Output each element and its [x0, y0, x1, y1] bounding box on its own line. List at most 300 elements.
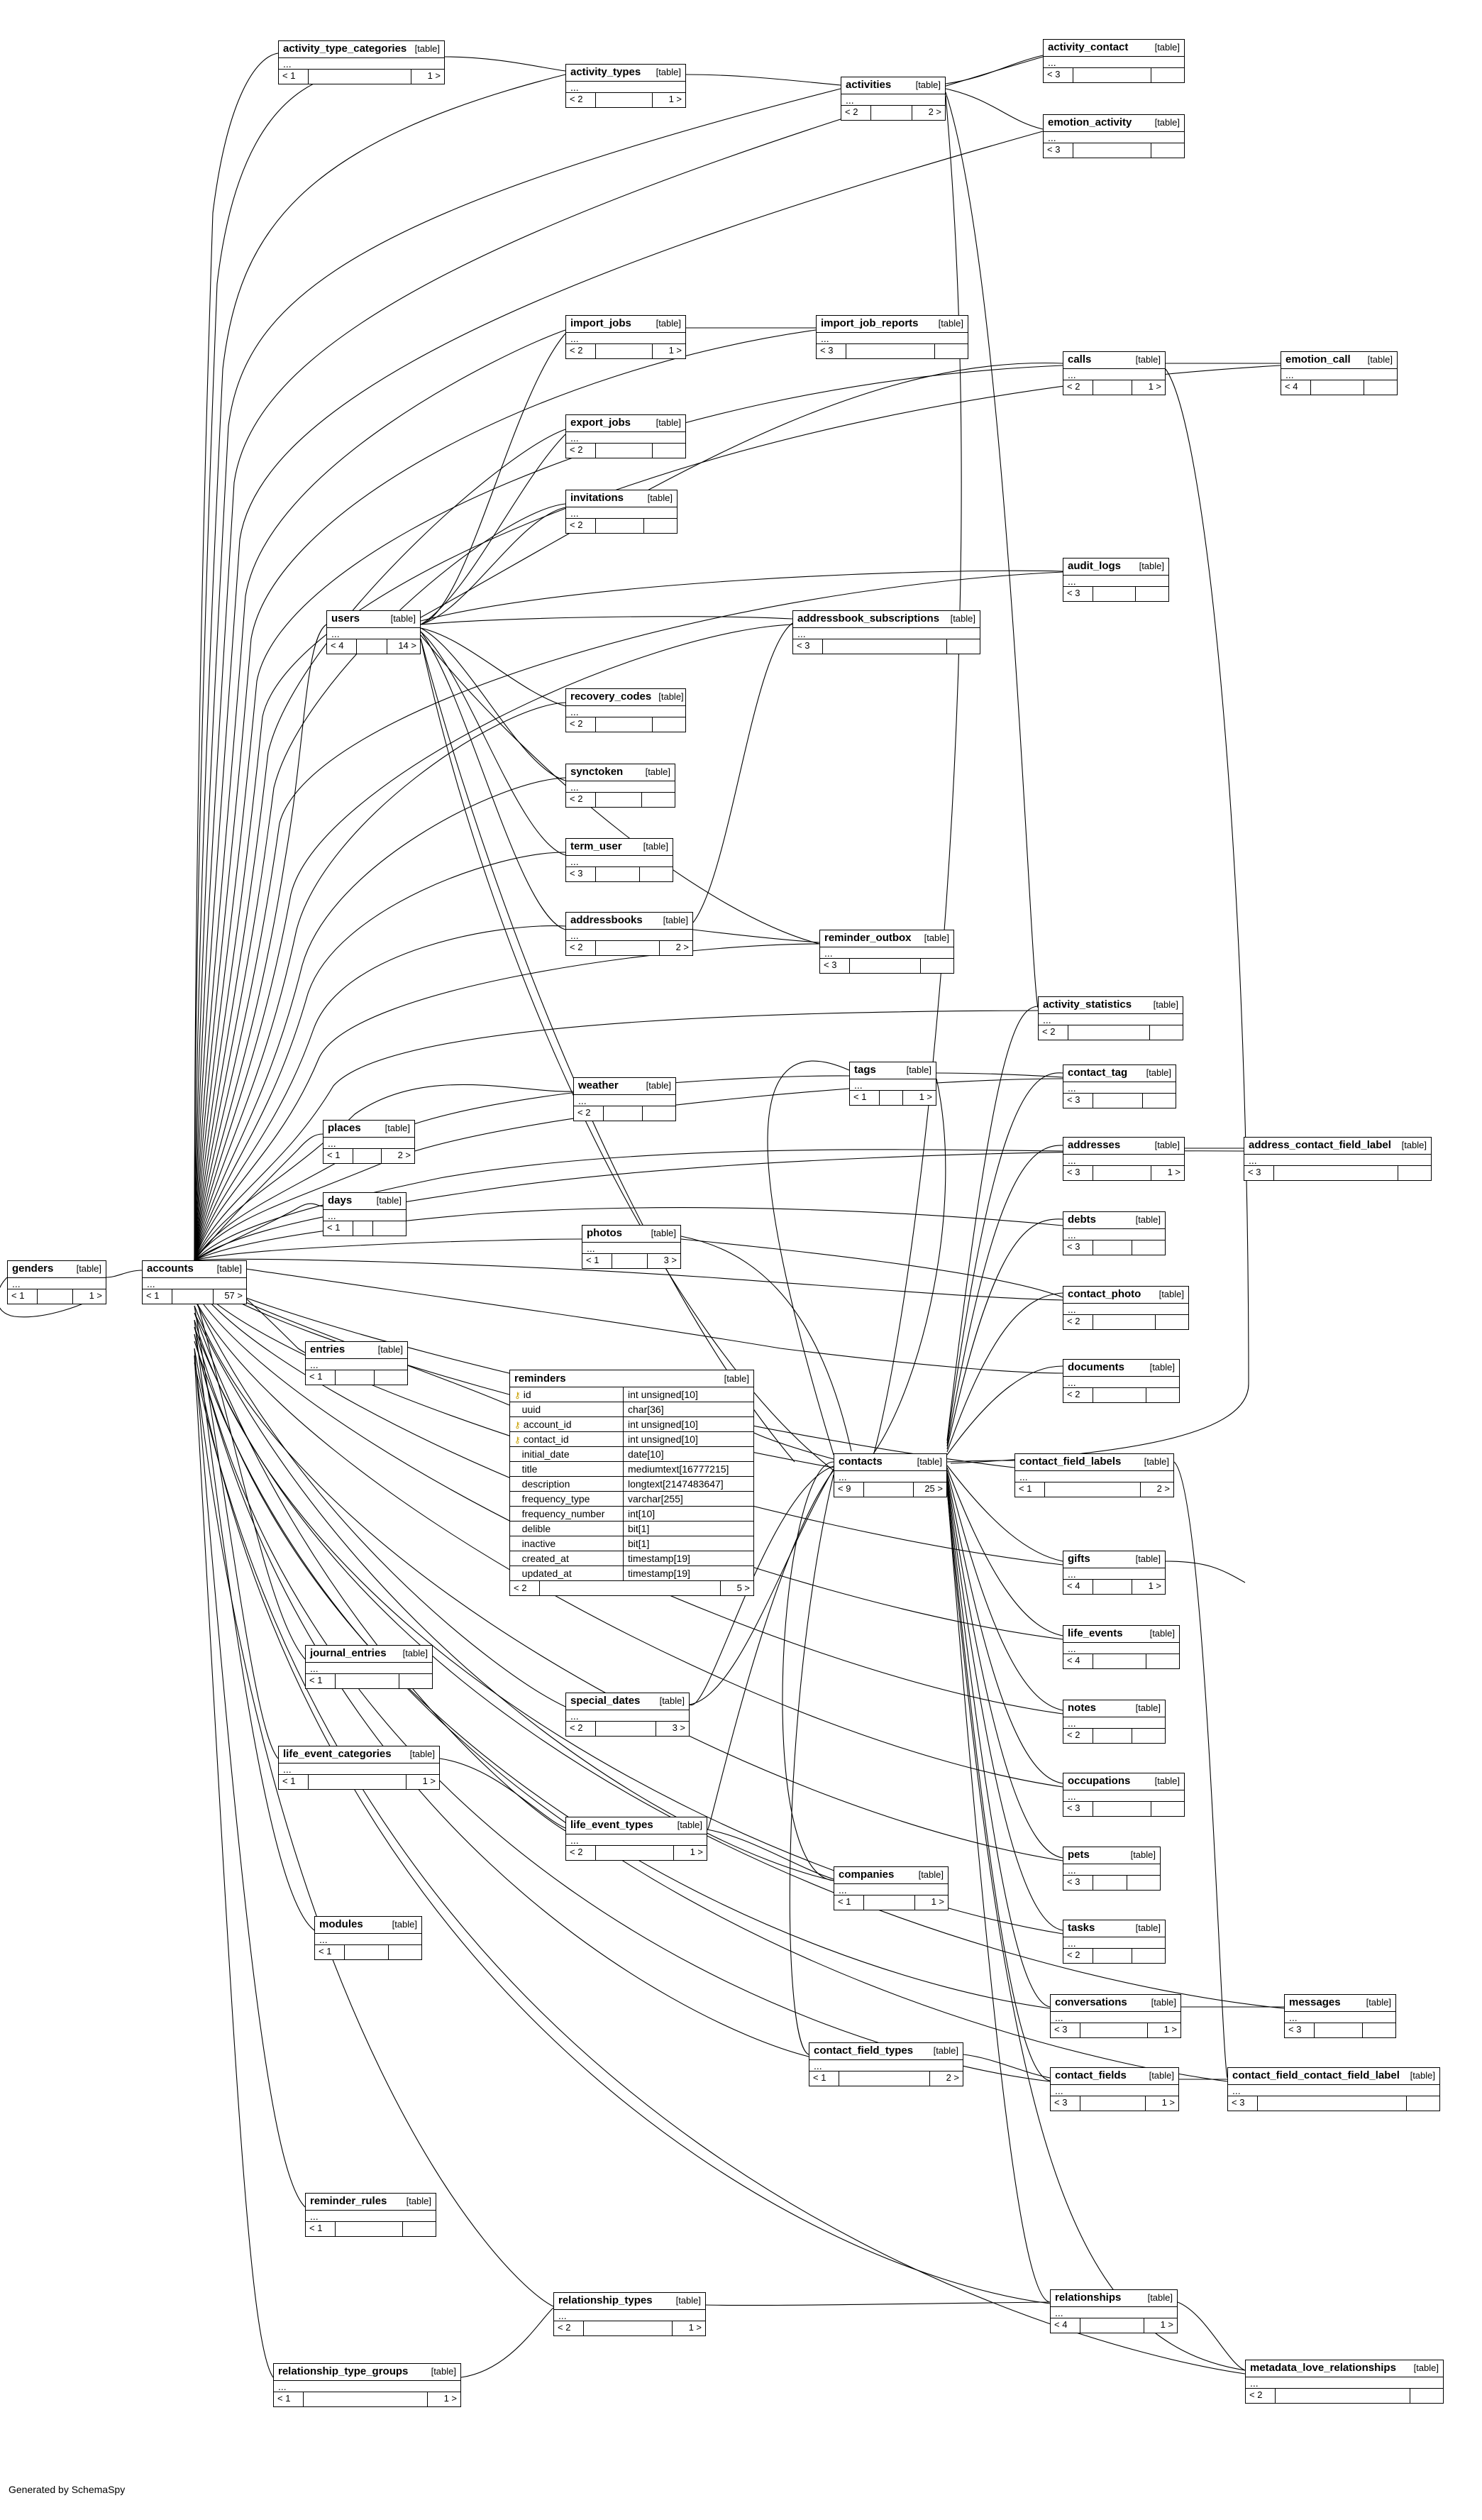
table-columns-collapsed: ... — [1063, 1937, 1165, 1949]
relationship-spacer — [1093, 587, 1136, 601]
table-node-conversations[interactable] — [1050, 1994, 1181, 2038]
table-columns-collapsed: ... — [315, 1934, 421, 1945]
incoming-relationship-count: < 2 — [566, 1722, 596, 1736]
table-header — [566, 913, 692, 930]
table-header — [1063, 352, 1165, 369]
incoming-relationship-count: < 4 — [1281, 380, 1311, 395]
table-columns-collapsed: ... — [306, 1663, 432, 1674]
table-name: documents — [1068, 1361, 1125, 1373]
table-type-tag: [table] — [1135, 1214, 1161, 1226]
incoming-relationship-count: < 2 — [510, 1581, 540, 1595]
table-columns-collapsed: ... — [566, 706, 685, 717]
outgoing-relationship-count — [1151, 68, 1184, 82]
table-node-reminder_outbox[interactable] — [819, 930, 954, 974]
table-type-tag: [table] — [402, 1648, 428, 1659]
table-node-notes[interactable] — [1063, 1700, 1166, 1744]
table-name: users — [331, 612, 360, 625]
relationship-spacer — [353, 1149, 382, 1163]
table-node-calls[interactable] — [1063, 351, 1166, 395]
incoming-relationship-count: < 3 — [817, 344, 846, 358]
table-name: emotion_call — [1285, 353, 1351, 365]
table-node-activity_type_categories[interactable] — [278, 40, 445, 84]
table-columns-collapsed: ... — [820, 947, 953, 959]
incoming-relationship-count: < 2 — [566, 93, 596, 107]
table-type-tag: [table] — [1149, 2070, 1174, 2081]
table-columns-collapsed: ... — [1051, 2085, 1178, 2096]
table-node-addressbooks[interactable] — [565, 912, 693, 956]
table-node-import_jobs[interactable] — [565, 315, 686, 359]
outgoing-relationship-count: 1 > — [1161, 2096, 1175, 2108]
outgoing-relationship-count: 2 > — [675, 941, 689, 952]
table-node-life_event_types[interactable] — [565, 1817, 707, 1861]
table-node-users[interactable] — [326, 610, 421, 654]
incoming-relationship-count: < 1 — [324, 1221, 353, 1236]
column-name-cell — [510, 1536, 624, 1551]
relationship-spacer — [584, 2321, 673, 2335]
outgoing-relationship-count — [1156, 1315, 1188, 1329]
relationship-spacer — [596, 93, 653, 107]
column-name-cell — [510, 1432, 624, 1446]
table-node-invitations[interactable] — [565, 490, 678, 534]
table-type-tag: [table] — [1154, 1140, 1180, 1151]
outgoing-relationship-count — [373, 1221, 406, 1236]
table-type-tag: [table] — [1410, 2070, 1435, 2081]
table-node-entries[interactable] — [305, 1341, 408, 1385]
table-node-relationship_type_groups[interactable] — [273, 2363, 461, 2407]
table-relationship-counts — [566, 344, 685, 358]
table-name: contacts — [839, 1456, 883, 1468]
table-name: reminder_rules — [310, 2195, 387, 2207]
table-columns-collapsed: ... — [1051, 2307, 1177, 2318]
table-header — [1015, 1454, 1173, 1471]
outgoing-relationship-count — [1364, 380, 1397, 395]
table-columns-collapsed: ... — [279, 1764, 439, 1775]
table-node-life_event_categories[interactable] — [278, 1746, 440, 1790]
table-header — [1051, 1995, 1180, 2012]
table-relationship-counts — [306, 2222, 436, 2236]
table-node-documents[interactable] — [1063, 1359, 1180, 1403]
table-node-reminder_rules[interactable] — [305, 2193, 436, 2237]
table-header — [1244, 1138, 1431, 1155]
column-row — [510, 1522, 753, 1536]
incoming-relationship-count: < 1 — [279, 70, 309, 84]
table-columns-collapsed: ... — [809, 2060, 963, 2071]
incoming-relationship-count: < 1 — [834, 1895, 864, 1910]
column-name: initial_date — [521, 1448, 570, 1460]
relationship-spacer — [1093, 1240, 1132, 1255]
table-node-journal_entries[interactable] — [305, 1645, 433, 1689]
column-row — [510, 1432, 753, 1447]
table-columns-collapsed: ... — [1244, 1155, 1431, 1166]
key-spacer — [514, 1569, 522, 1579]
outgoing-relationship-count: 1 > — [690, 1846, 703, 1857]
table-node-accounts[interactable] — [142, 1260, 247, 1304]
column-type: int unsigned[10] — [628, 1434, 698, 1445]
table-type-tag: [table] — [1366, 1997, 1391, 2008]
table-relationship-counts — [850, 1091, 936, 1105]
table-type-tag: [table] — [1130, 1849, 1156, 1861]
table-node-import_job_reports[interactable] — [816, 315, 968, 359]
table-type-tag: [table] — [677, 1820, 702, 1831]
table-type-tag: [table] — [1139, 561, 1164, 572]
table-relationship-counts — [566, 867, 673, 881]
table-node-recovery_codes[interactable] — [565, 688, 686, 732]
table-node-days[interactable] — [323, 1192, 407, 1236]
table-node-pets[interactable] — [1063, 1847, 1161, 1891]
table-type-tag: [table] — [406, 2196, 431, 2207]
table-node-reminders[interactable] — [509, 1370, 754, 1596]
table-columns-collapsed: ... — [143, 1278, 246, 1289]
table-name: contact_fields — [1055, 2069, 1127, 2081]
table-columns-collapsed: ... — [817, 333, 968, 344]
key-icon: ⚷ — [514, 1420, 521, 1430]
table-relationship-counts — [327, 639, 420, 654]
table-relationship-counts — [841, 106, 945, 120]
table-name: contact_field_labels — [1019, 1456, 1122, 1468]
table-node-gifts[interactable] — [1063, 1551, 1166, 1595]
table-relationship-counts — [1285, 2023, 1395, 2037]
table-node-addresses[interactable] — [1063, 1137, 1185, 1181]
table-node-term_user[interactable] — [565, 838, 673, 882]
table-type-tag: [table] — [924, 932, 949, 944]
table-name: activity_contact — [1048, 41, 1129, 53]
relationship-spacer — [612, 1254, 648, 1268]
table-columns-collapsed: ... — [8, 1278, 106, 1289]
relationship-spacer — [1073, 143, 1151, 158]
table-columns-collapsed: ... — [327, 628, 420, 639]
table-name: places — [328, 1122, 361, 1134]
incoming-relationship-count: < 4 — [327, 639, 357, 654]
table-columns-collapsed: ... — [1063, 1568, 1165, 1580]
table-name: reminder_outbox — [824, 932, 912, 944]
table-node-occupations[interactable] — [1063, 1773, 1185, 1817]
column-row — [510, 1507, 753, 1522]
table-relationship-counts — [306, 1674, 432, 1688]
table-node-genders[interactable] — [7, 1260, 106, 1304]
table-header — [1063, 1065, 1176, 1082]
table-node-messages[interactable] — [1284, 1994, 1396, 2038]
relationship-spacer — [823, 639, 947, 654]
column-row — [510, 1402, 753, 1417]
table-columns-collapsed: ... — [1044, 132, 1184, 143]
table-type-tag: [table] — [1151, 1997, 1176, 2008]
outgoing-relationship-count — [643, 1106, 675, 1121]
table-node-special_dates[interactable] — [565, 1693, 690, 1737]
relationship-spacer — [1258, 2096, 1407, 2111]
table-name: special_dates — [570, 1695, 641, 1707]
table-node-photos[interactable] — [582, 1225, 681, 1269]
incoming-relationship-count: < 2 — [566, 717, 596, 732]
outgoing-relationship-count — [1146, 1388, 1179, 1402]
table-type-tag: [table] — [1135, 1922, 1161, 1934]
table-header — [1063, 1212, 1165, 1229]
table-node-activity_contact[interactable] — [1043, 39, 1185, 83]
table-header — [279, 41, 444, 58]
table-node-synctoken[interactable] — [565, 764, 675, 808]
table-node-activity_types[interactable] — [565, 64, 686, 108]
table-node-contact_field_contact_field_label[interactable] — [1227, 2067, 1440, 2111]
outgoing-relationship-count: 1 > — [668, 93, 682, 104]
table-node-modules[interactable] — [314, 1916, 422, 1960]
table-header — [574, 1078, 675, 1095]
table-type-tag: [table] — [409, 1749, 435, 1760]
table-name: contact_photo — [1068, 1288, 1141, 1300]
table-node-emotion_activity[interactable] — [1043, 114, 1185, 158]
table-type-tag: [table] — [1154, 117, 1180, 128]
incoming-relationship-count: < 3 — [1063, 587, 1093, 601]
incoming-relationship-count: < 2 — [1063, 1315, 1093, 1329]
table-type-tag: [table] — [390, 613, 416, 625]
table-node-tasks[interactable] — [1063, 1920, 1166, 1964]
table-node-contact_field_types[interactable] — [809, 2042, 963, 2086]
table-node-activity_statistics[interactable] — [1038, 996, 1183, 1040]
table-type-tag: [table] — [1154, 42, 1180, 53]
table-header — [1063, 1773, 1184, 1790]
table-relationship-counts — [1015, 1482, 1173, 1497]
table-name: import_job_reports — [821, 317, 919, 329]
table-header — [327, 611, 420, 628]
table-node-address_contact_field_label[interactable] — [1244, 1137, 1432, 1181]
table-relationship-counts — [817, 344, 968, 358]
incoming-relationship-count: < 4 — [1051, 2318, 1080, 2333]
incoming-relationship-count: < 3 — [1051, 2023, 1080, 2037]
incoming-relationship-count: < 2 — [574, 1106, 604, 1121]
incoming-relationship-count: < 2 — [1246, 2389, 1276, 2403]
table-header — [566, 1817, 707, 1834]
table-type-tag: [table] — [376, 1195, 402, 1206]
column-name: inactive — [521, 1538, 556, 1549]
table-columns-collapsed: ... — [1285, 2012, 1395, 2023]
table-type-tag: [table] — [915, 79, 941, 91]
table-header — [306, 1342, 407, 1359]
table-header — [8, 1261, 106, 1278]
outgoing-relationship-count — [1132, 1240, 1165, 1255]
column-name: contact_id — [523, 1434, 569, 1445]
column-type: int[10] — [628, 1508, 656, 1519]
table-header — [1285, 1995, 1395, 2012]
relationship-spacer — [596, 717, 653, 732]
table-columns-collapsed: ... — [841, 94, 945, 106]
table-header — [566, 316, 685, 333]
table-relationship-counts — [566, 793, 675, 807]
table-type-tag: [table] — [1147, 2292, 1173, 2304]
table-relationship-counts — [1244, 1166, 1431, 1180]
table-type-tag: [table] — [645, 766, 670, 778]
outgoing-relationship-count — [1410, 2389, 1443, 2403]
relationship-spacer — [604, 1106, 643, 1121]
table-columns-collapsed: ... — [1044, 57, 1184, 68]
outgoing-relationship-count: 2 > — [1156, 1482, 1170, 1494]
table-header — [566, 1693, 689, 1710]
outgoing-relationship-count: 1 > — [422, 1775, 436, 1786]
table-header — [1063, 1287, 1188, 1304]
table-columns-collapsed: ... — [1051, 2012, 1180, 2023]
table-name: pets — [1068, 1849, 1090, 1861]
outgoing-relationship-count — [1363, 2023, 1395, 2037]
table-name: conversations — [1055, 1996, 1127, 2008]
relationship-spacer — [1093, 1166, 1151, 1180]
table-relationship-counts — [820, 959, 953, 973]
table-header — [1044, 115, 1184, 132]
table-node-addressbook_subscriptions[interactable] — [792, 610, 980, 654]
outgoing-relationship-count: 1 > — [919, 1091, 932, 1102]
key-spacer — [514, 1495, 522, 1504]
table-name: notes — [1068, 1702, 1097, 1714]
outgoing-relationship-count — [375, 1370, 407, 1385]
incoming-relationship-count: < 3 — [1063, 1166, 1093, 1180]
column-name-cell — [510, 1492, 624, 1506]
column-name: frequency_number — [521, 1508, 605, 1519]
incoming-relationship-count: < 2 — [554, 2321, 584, 2335]
table-columns-collapsed: ... — [1063, 1304, 1188, 1315]
table-name: relationship_type_groups — [278, 2365, 409, 2377]
key-spacer — [514, 1405, 522, 1415]
table-columns-collapsed: ... — [1015, 1471, 1173, 1482]
incoming-relationship-count: < 2 — [566, 519, 596, 533]
outgoing-relationship-count: 1 > — [443, 2392, 457, 2404]
column-row — [510, 1566, 753, 1581]
table-node-contact_photo[interactable] — [1063, 1286, 1189, 1330]
incoming-relationship-count: < 2 — [1039, 1025, 1068, 1040]
table-node-activities[interactable] — [841, 77, 946, 121]
table-header — [1246, 2360, 1443, 2377]
table-header — [274, 2364, 460, 2381]
column-name-cell — [510, 1507, 624, 1521]
outgoing-relationship-count — [1407, 2096, 1439, 2111]
table-columns-collapsed: ... — [274, 2381, 460, 2392]
table-type-tag: [table] — [1135, 1702, 1161, 1714]
table-columns-collapsed: ... — [1228, 2085, 1439, 2096]
table-node-tags[interactable] — [849, 1062, 936, 1106]
relationship-spacer — [596, 941, 660, 955]
table-node-companies[interactable] — [834, 1866, 949, 1910]
column-name-cell — [510, 1566, 624, 1580]
table-header — [820, 930, 953, 947]
table-relationship-counts — [809, 2071, 963, 2086]
relationship-spacer — [1315, 2023, 1363, 2037]
table-relationship-counts — [1063, 1729, 1165, 1743]
outgoing-relationship-count — [1127, 1876, 1160, 1890]
table-node-weather[interactable] — [573, 1077, 676, 1121]
column-type: date[10] — [628, 1448, 664, 1460]
table-name: recovery_codes — [570, 690, 652, 703]
relationship-spacer — [596, 1722, 656, 1736]
table-name: contact_field_contact_field_label — [1232, 2069, 1400, 2081]
table-header — [582, 1226, 680, 1243]
table-name: photos — [587, 1227, 622, 1239]
outgoing-relationship-count: 57 > — [224, 1289, 243, 1301]
table-name: import_jobs — [570, 317, 631, 329]
table-columns-collapsed: ... — [566, 781, 675, 793]
table-header — [1063, 1626, 1179, 1643]
table-type-tag: [table] — [651, 1228, 676, 1239]
table-node-relationships[interactable] — [1050, 2289, 1178, 2333]
incoming-relationship-count: < 1 — [850, 1091, 880, 1105]
key-spacer — [514, 1450, 522, 1460]
relationship-spacer — [1093, 1580, 1132, 1594]
column-type: varchar[255] — [628, 1493, 683, 1504]
table-header — [1051, 2068, 1178, 2085]
table-columns-collapsed: ... — [793, 628, 980, 639]
table-type-tag: [table] — [659, 1695, 685, 1707]
outgoing-relationship-count: 1 > — [1148, 380, 1161, 392]
table-node-metadata_love_relationships[interactable] — [1245, 2360, 1444, 2404]
table-node-life_events[interactable] — [1063, 1625, 1180, 1669]
column-name: created_at — [521, 1553, 569, 1564]
table-relationship-counts — [279, 70, 444, 84]
table-name: weather — [578, 1079, 619, 1091]
column-type: timestamp[19] — [628, 1553, 690, 1564]
outgoing-relationship-count — [1136, 587, 1168, 601]
table-type-tag: [table] — [658, 691, 684, 703]
relationship-spacer — [596, 793, 642, 807]
incoming-relationship-count: < 9 — [834, 1482, 864, 1497]
outgoing-relationship-count: 1 > — [1167, 1166, 1180, 1177]
column-name: description — [521, 1478, 570, 1490]
table-node-contacts[interactable] — [834, 1453, 947, 1497]
table-columns-collapsed: ... — [566, 432, 685, 444]
column-name-cell — [510, 1477, 624, 1491]
table-header — [1281, 352, 1397, 369]
table-type-tag: [table] — [385, 1123, 410, 1134]
table-name: life_event_categories — [283, 1748, 392, 1760]
table-node-debts[interactable] — [1063, 1211, 1166, 1255]
table-header — [566, 839, 673, 856]
outgoing-relationship-count — [653, 444, 685, 458]
table-name: addresses — [1068, 1139, 1121, 1151]
table-name: addressbook_subscriptions — [797, 612, 940, 625]
table-header — [1063, 1847, 1160, 1864]
outgoing-relationship-count — [1132, 1949, 1165, 1963]
table-node-contact_tag[interactable] — [1063, 1064, 1176, 1108]
table-type-tag: [table] — [1149, 1628, 1175, 1639]
relationship-spacer — [880, 1091, 903, 1105]
table-relationship-counts — [1051, 2023, 1180, 2037]
incoming-relationship-count: < 1 — [274, 2392, 304, 2406]
table-name: life_events — [1068, 1627, 1123, 1639]
outgoing-relationship-count — [403, 2222, 436, 2236]
table-relationship-counts — [793, 639, 980, 654]
table-node-emotion_call[interactable] — [1281, 351, 1398, 395]
table-node-contact_field_labels[interactable] — [1014, 1453, 1174, 1497]
table-header — [841, 77, 945, 94]
outgoing-relationship-count — [1143, 1094, 1176, 1108]
table-node-audit_logs[interactable] — [1063, 558, 1169, 602]
table-node-relationship_types[interactable] — [553, 2292, 706, 2336]
table-node-places[interactable] — [323, 1120, 415, 1164]
table-type-tag: [table] — [392, 1919, 417, 1930]
relationship-spacer — [345, 1945, 389, 1959]
table-columns-collapsed: ... — [1039, 1014, 1183, 1025]
table-relationship-counts — [324, 1149, 414, 1163]
table-relationship-counts — [582, 1254, 680, 1268]
incoming-relationship-count: < 1 — [315, 1945, 345, 1959]
column-row — [510, 1536, 753, 1551]
table-relationship-counts — [1044, 143, 1184, 158]
column-row — [510, 1417, 753, 1432]
outgoing-relationship-count: 1 > — [1148, 1580, 1161, 1591]
table-node-contact_fields[interactable] — [1050, 2067, 1179, 2111]
outgoing-relationship-count: 1 > — [931, 1895, 944, 1907]
column-row — [510, 1447, 753, 1462]
column-type: bit[1] — [628, 1523, 650, 1534]
key-icon: ⚷ — [514, 1435, 521, 1445]
relationship-spacer — [839, 2071, 930, 2086]
table-columns-collapsed: ... — [566, 1710, 689, 1722]
column-name-cell — [510, 1522, 624, 1536]
table-name: relationships — [1055, 2291, 1122, 2304]
table-node-export_jobs[interactable] — [565, 414, 686, 458]
